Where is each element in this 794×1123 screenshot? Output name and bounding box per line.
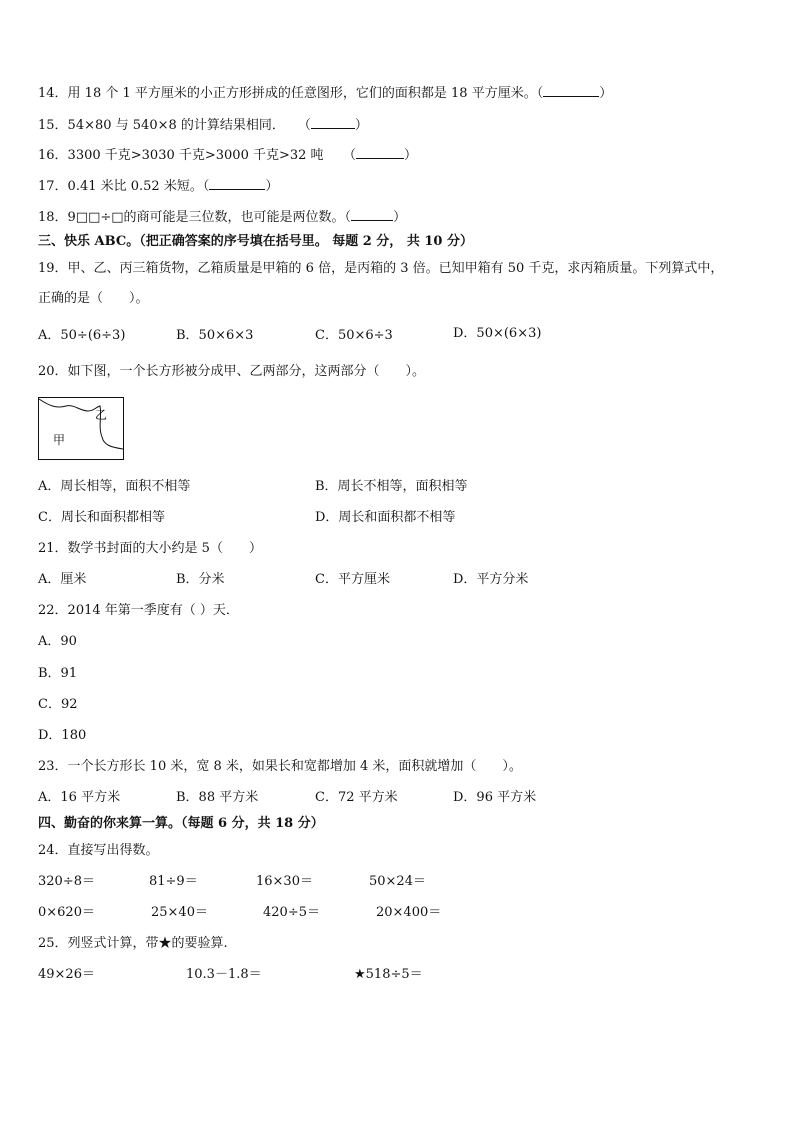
question-24: 24．直接写出得数。: [38, 843, 159, 858]
calc-item: 81÷9＝: [149, 874, 198, 889]
option-b[interactable]: B．50×6×3: [176, 328, 254, 343]
calc-item: 0×620＝: [38, 905, 95, 920]
section-3-heading: 三、快乐 ABC。（把正确答案的序号填在括号里。 每题 2 分， 共 10 分）: [38, 234, 473, 249]
answer-blank[interactable]: [351, 208, 393, 221]
answer-blank[interactable]: [209, 177, 265, 190]
option-d[interactable]: D．周长和面积都不相等: [315, 510, 456, 525]
option-b[interactable]: B．91: [38, 666, 78, 681]
question-18: [38, 208, 406, 227]
question-14: [38, 84, 612, 103]
calc-item: 16×30＝: [256, 874, 313, 889]
question-19-line-2: 正确的是（ ）。: [38, 291, 149, 306]
option-d[interactable]: D．180: [38, 728, 87, 743]
question-17-text: 17．0.41 米比 0.52 米短。（: [38, 179, 210, 194]
question-15: [38, 116, 368, 135]
dividing-curve: [39, 399, 123, 449]
vertical-calc-item: 49×26＝: [38, 967, 95, 982]
question-16: [38, 146, 417, 165]
option-a[interactable]: A．16 平方米: [38, 790, 121, 805]
question-17: [38, 177, 278, 196]
option-a[interactable]: A．90: [38, 634, 77, 649]
option-d[interactable]: D．50×(6×3): [453, 326, 542, 341]
option-a[interactable]: A．周长相等，面积不相等: [38, 479, 191, 494]
option-d[interactable]: D．96 平方米: [453, 790, 537, 805]
question-22: 22．2014 年第一季度有（ ）天．: [38, 603, 239, 618]
rectangle-figure: [38, 397, 124, 460]
paren-close: ）: [393, 210, 407, 225]
option-c[interactable]: C．平方厘米: [315, 572, 390, 587]
question-20: 20．如下图，一个长方形被分成甲、乙两部分，这两部分（ ）。: [38, 364, 426, 379]
question-25: 25．列竖式计算，带★的要验算.: [38, 936, 228, 951]
answer-blank[interactable]: [311, 116, 355, 129]
option-c[interactable]: C．周长和面积都相等: [38, 510, 165, 525]
section-4-heading: 四、勤奋的你来算一算。（每题 6 分，共 18 分）: [38, 816, 324, 831]
calc-item: 420÷5＝: [263, 905, 320, 920]
option-b[interactable]: B．分米: [176, 572, 225, 587]
paren-close: ）: [404, 148, 418, 163]
vertical-calc-item: ★518÷5＝: [354, 967, 423, 982]
paren-close: ）: [354, 118, 368, 133]
answer-blank[interactable]: [543, 84, 599, 97]
option-c[interactable]: C．50×6÷3: [315, 328, 393, 343]
question-19-line-1: 19．甲、乙、丙三箱货物，乙箱质量是甲箱的 6 倍，是丙箱的 3 倍。已知甲箱有 50 千克，求丙箱质量。下列算式中，: [38, 261, 724, 276]
vertical-calc-item: 10.3－1.8＝: [186, 967, 262, 982]
calc-item: 320÷8＝: [38, 874, 95, 889]
question-23: 23．一个长方形长 10 米，宽 8 米，如果长和宽都增加 4 米，面积就增加（ ）。: [38, 759, 522, 774]
option-c[interactable]: C．72 平方米: [315, 790, 398, 805]
calc-item: 25×40＝: [151, 905, 208, 920]
option-a[interactable]: A．厘米: [38, 572, 87, 587]
question-21: 21．数学书封面的大小约是 5（ ）: [38, 541, 262, 556]
question-16-text: 16．3300 千克>3030 千克>3000 千克>32 吨 （: [38, 148, 357, 163]
paren-close: ）: [265, 179, 279, 194]
answer-blank[interactable]: [356, 146, 404, 159]
question-14-text: 14．用 18 个 1 平方厘米的小正方形拼成的任意图形，它们的面积都是 18 平方厘米。（: [38, 86, 544, 101]
paren-close: ）: [599, 86, 613, 101]
question-18-text: 18．9□□÷□的商可能是三位数，也可能是两位数。（: [38, 210, 352, 225]
option-d[interactable]: D．平方分米: [453, 572, 529, 587]
question-15-text: 15．54×80 与 540×8 的计算结果相同． （: [38, 118, 311, 133]
label-jia: 甲: [53, 433, 66, 447]
rectangle-diagram: [38, 397, 124, 460]
option-b[interactable]: B．88 平方米: [176, 790, 259, 805]
option-c[interactable]: C．92: [38, 697, 78, 712]
option-b[interactable]: B．周长不相等，面积相等: [315, 479, 468, 494]
calc-item: 20×400＝: [376, 905, 442, 920]
option-a[interactable]: A．50÷(6÷3): [38, 328, 126, 343]
label-yi: 乙: [95, 408, 108, 422]
calc-item: 50×24＝: [369, 874, 426, 889]
